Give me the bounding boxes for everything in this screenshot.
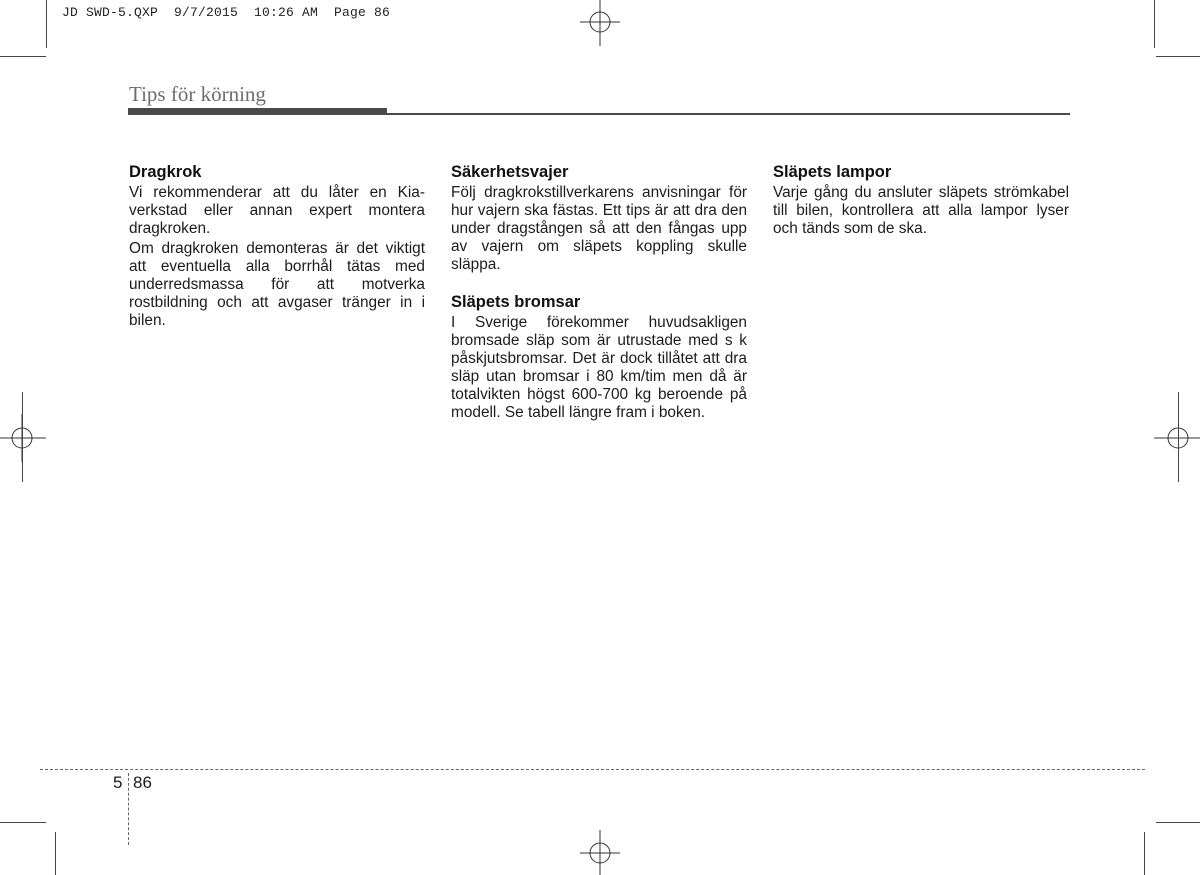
heading-sakerhetsvajer: Säkerhetsvajer xyxy=(451,163,569,181)
crop-mark-top-left-horizontal xyxy=(0,56,46,57)
header-rule-thick xyxy=(128,108,387,115)
crop-mark-bottom-right-horizontal xyxy=(1156,822,1200,823)
crop-mark-bottom-right-vertical xyxy=(1144,832,1145,875)
registration-mark-right-stem xyxy=(1178,392,1179,482)
heading-slapets-bromsar: Släpets bromsar xyxy=(451,293,581,311)
printer-slug: JD SWD-5.QXP 9/7/2015 10:26 AM Page 86 xyxy=(62,5,391,20)
crop-mark-bottom-left-horizontal xyxy=(0,822,46,823)
crop-mark-bottom-left-vertical xyxy=(55,832,56,875)
paragraph-slapets-bromsar: I Sverige förekommer huvudsakligen bromsade släp som är utrustade med s k påskjutsbromsar. Det är dock tillåtet att dra släp utan bromsar i 80 km/tim men då är totalvikten högst 600-700 kg beroende på modell. Se tabell längre fram i boken. xyxy=(451,314,747,421)
section-title: Tips för körning xyxy=(129,82,266,106)
crop-mark-top-right-horizontal xyxy=(1156,56,1200,57)
text-column-1 xyxy=(129,162,425,332)
chapter-number: 5 xyxy=(113,773,123,792)
registration-mark-top-icon xyxy=(576,0,624,48)
footer-dashed-divider xyxy=(128,773,129,845)
paragraph-dragkrok-1: Vi rekommenderar att du låter en Kia-verkstad eller annan expert montera dragkroken. xyxy=(129,184,425,237)
text-column-2 xyxy=(451,162,747,424)
page-number: 86 xyxy=(133,773,152,792)
text-column-3 xyxy=(773,162,1069,240)
crop-mark-top-left-vertical xyxy=(46,0,47,48)
heading-slapets-lampor: Släpets lampor xyxy=(773,163,892,181)
heading-dragkrok: Dragkrok xyxy=(129,163,202,181)
paragraph-dragkrok-2: Om dragkroken demonteras är det viktigt att eventuella alla borrhål tätas med underredsmassa för att motverka rostbildning och att avgaser tränger in i bilen. xyxy=(129,240,425,329)
crop-mark-top-right-vertical xyxy=(1154,0,1155,48)
registration-mark-right-icon xyxy=(1152,414,1200,462)
registration-mark-left-icon xyxy=(0,414,48,462)
footer-dashed-rule xyxy=(40,769,1145,770)
registration-mark-left-stem xyxy=(22,392,23,482)
registration-mark-bottom-icon xyxy=(576,828,624,875)
header-rule-thin xyxy=(387,113,1070,115)
paragraph-slapets-lampor: Varje gång du ansluter släpets strömkabel till bilen, kontrollera att alla lampor lyser och tänds som de ska. xyxy=(773,184,1069,237)
paragraph-sakerhetsvajer: Följ dragkrokstillverkarens anvisningar för hur vajern ska fästas. Ett tips är att dra den under dragstången så att den fångas upp av vajern om släpets koppling skulle släppa. xyxy=(451,184,747,273)
